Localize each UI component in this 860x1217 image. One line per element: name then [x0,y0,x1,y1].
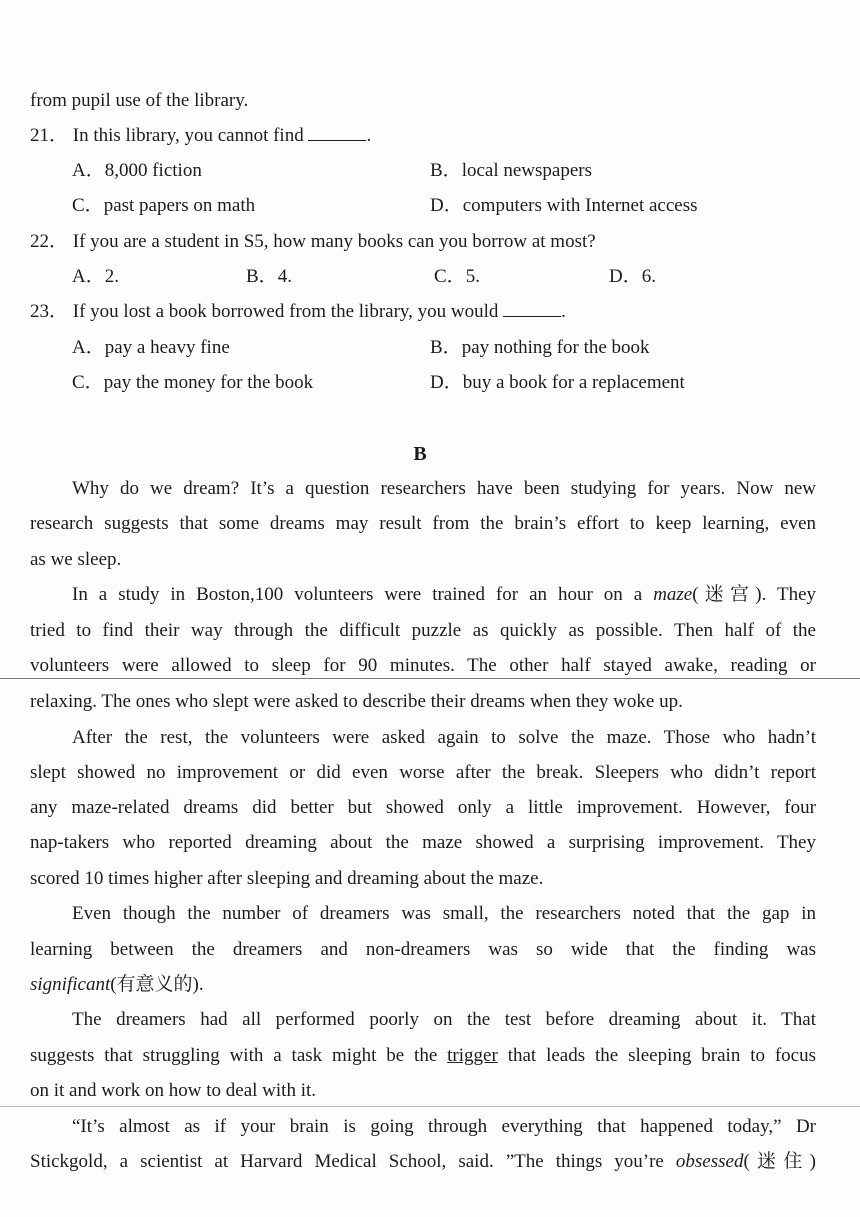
option-letter: B． [430,337,462,358]
option-23-a [72,336,230,360]
italic-term: maze [653,584,693,605]
option-23-c [72,371,313,395]
passage-line: slept showed no improvement or did even worse after the break. Sleepers who didn’t report [30,762,816,783]
option-letter: C． [72,372,104,393]
page-fold-line [0,678,860,679]
passage-line: learning between the dreamers and non-dreamers was so wide that the finding was [30,939,816,960]
option-text: past papers on math [103,195,256,216]
option-letter: A． [72,337,105,358]
passage-line: relaxing. The ones who slept were asked to describe their dreams when they woke up. [30,691,683,712]
option-letter: A． [72,160,105,181]
answer-blank [308,124,366,141]
option-text: pay the money for the book [103,372,314,393]
option-21-b [430,159,592,183]
passage-text: suggests that struggling with a task might be the [30,1045,438,1066]
gloss-text: (有意义的). [110,974,204,995]
passage-line: tried to find their way through the difficult puzzle as quickly as possible. Then half of the [30,620,816,641]
passage-text: Stickgold, a scientist at Harvard Medical School, said. ”The things you’re [30,1151,664,1172]
option-text: pay nothing for the book [461,337,650,358]
passage-line: nap-takers who reported dreaming about the maze showed a surprising improvement. They [30,832,816,853]
passage-text: In a study in Boston,100 volunteers were trained for an hour on a [72,584,643,605]
passage-line: research suggests that some dreams may result from the brain’s effort to keep learning, even [30,513,816,534]
passage-line [30,973,204,997]
passage-line: “It’s almost as if your brain is going through everything that happened today,” Dr [72,1116,816,1137]
passage-line [72,583,816,607]
option-text: 6. [641,266,656,287]
passage-line: on it and work on how to deal with it. [30,1080,317,1101]
question-stem: In this library, you cannot find [72,125,304,146]
option-text: computers with Internet access [462,195,698,216]
option-22-d [609,265,656,289]
passage-line: scored 10 times higher after sleeping and dreaming about the maze. [30,868,544,889]
option-23-d [430,371,685,395]
option-text: 2. [104,266,119,287]
option-22-c [434,265,480,289]
option-text: 4. [277,266,292,287]
passage-line: After the rest, the volunteers were asked again to solve the maze. Those who hadn’t [72,727,816,748]
question-23 [30,300,566,324]
option-22-b [246,265,292,289]
answer-blank [503,300,561,317]
stem-end: . [561,301,566,322]
option-text: buy a book for a replacement [462,372,685,393]
question-number: 22． [30,231,69,252]
question-21 [30,124,371,148]
italic-term: obsessed [675,1151,744,1172]
question-number: 23． [30,301,69,322]
passage-line [30,1150,816,1174]
section-title: B [413,443,427,465]
passage-line: as we sleep. [30,549,122,570]
option-letter: C． [72,195,104,216]
option-letter: D． [430,372,463,393]
option-text: 8,000 fiction [104,160,202,181]
continuation-text: from pupil use of the library. [30,90,249,111]
gloss-text: (迷宫). They [692,584,817,605]
passage-line: Even though the number of dreamers was small, the researchers noted that the gap in [72,903,816,924]
option-text: 5. [465,266,480,287]
passage-line: Why do we dream? It’s a question researchers have been studying for years. Now new [72,478,816,499]
option-letter: D． [609,266,642,287]
option-text: local newspapers [461,160,592,181]
passage-text: that leads the sleeping brain to focus [507,1045,817,1066]
passage-line: The dreamers had all performed poorly on the test before dreaming about it. That [72,1009,816,1030]
option-letter: A． [72,266,105,287]
question-stem: If you lost a book borrowed from the library, you would [72,301,499,322]
option-21-c [72,194,255,218]
stem-end: . [366,125,372,146]
option-letter: D． [430,195,463,216]
option-21-d [430,194,698,218]
option-21-a [72,159,202,183]
option-23-b [430,336,650,360]
option-letter: B． [246,266,278,287]
page-fold-line [0,1106,860,1107]
passage-line: any maze-related dreams did better but showed only a little improvement. However, four [30,797,816,818]
option-22-a [72,265,119,289]
option-letter: C． [434,266,466,287]
passage-line: volunteers were allowed to sleep for 90 minutes. The other half stayed awake, reading or [30,655,816,676]
passage-line [30,1044,816,1068]
question-22 [30,230,596,254]
question-number: 21． [30,125,69,146]
question-stem: If you are a student in S5, how many books can you borrow at most? [72,231,596,252]
italic-term: significant [30,974,111,995]
gloss-text: (迷住) [743,1151,817,1172]
underlined-term: trigger [447,1045,498,1066]
option-text: pay a heavy fine [104,337,230,358]
option-letter: B． [430,160,462,181]
